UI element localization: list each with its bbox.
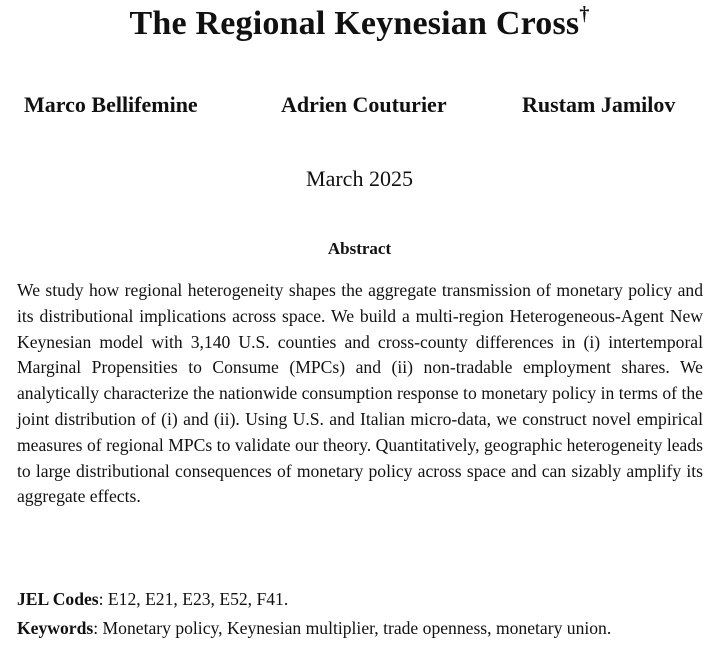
author-list	[0, 90, 719, 120]
author-name: Adrien Couturier	[281, 92, 447, 117]
publication-date: March 2025	[306, 166, 413, 191]
jel-codes-value: : E12, E21, E23, E52, F41.	[98, 589, 289, 609]
author-name: Marco Bellifemine	[24, 92, 198, 117]
paper-title	[0, 2, 719, 46]
keywords-value: : Monetary policy, Keynesian multiplier, trade openness, monetary union.	[93, 618, 612, 638]
title-footnote-mark: †	[579, 3, 590, 25]
jel-codes-line	[17, 588, 703, 610]
author-name: Rustam Jamilov	[522, 92, 676, 117]
paper-title-text: The Regional Keynesian Cross	[129, 5, 580, 42]
keywords-line	[17, 617, 703, 639]
abstract-heading: Abstract	[327, 239, 392, 258]
jel-codes-label: JEL Codes	[17, 589, 99, 609]
abstract-body: We study how regional heterogeneity shapes the aggregate transmission of monetary policy and its distributional implications across space. We build a multi-region Heterogeneous-Agent New Keynesian model with 3,140 U.S. counties and cross-county differences in (i) intertemporal Marginal Propensities to Consume (MPCs) and (ii) non-tradable employment shares. We analytically characterize the nationwide consumption response to monetary policy in terms of the joint distribution of (i) and (ii). Using U.S. and Italian micro-data, we construct novel empirical measures of regional MPCs to validate our theory. Quantitatively, geographic heterogeneity leads to large distributional consequences of monetary policy across space and can sizably amplify its aggregate effects.	[17, 280, 703, 507]
keywords-label: Keywords	[17, 618, 94, 638]
